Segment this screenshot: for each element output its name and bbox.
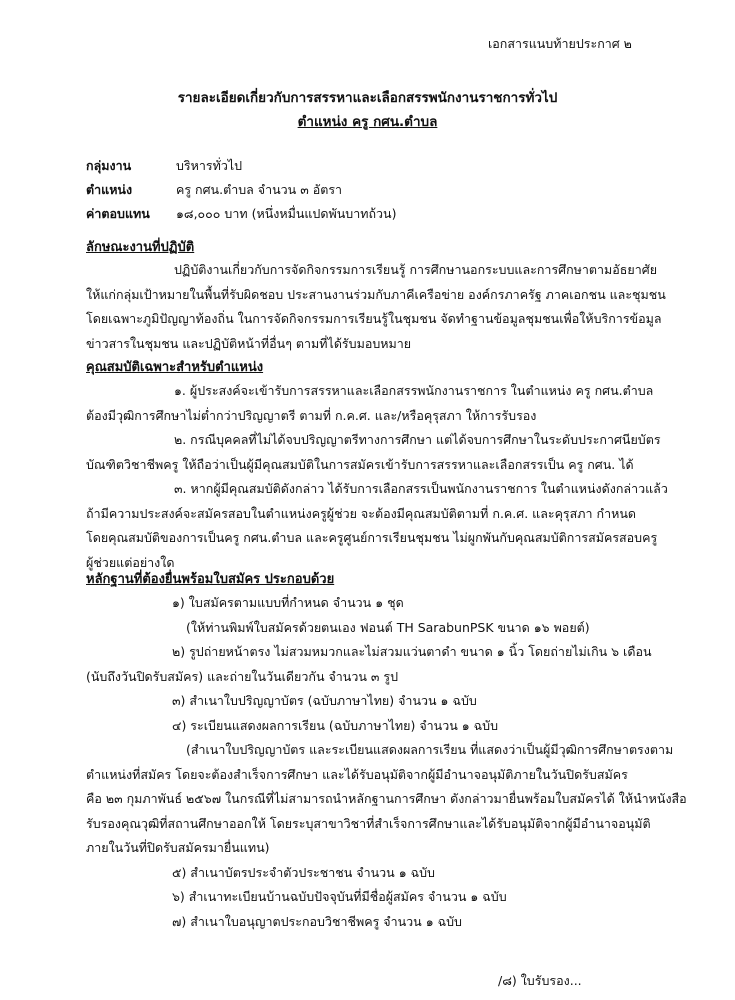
duties-line: ปฏิบัติงานเกี่ยวกับการจัดกิจกรรมการเรียนรู้ การศึกษานอกระบบและการศึกษาตามอัธยาศัย — [174, 262, 658, 277]
attachment-label: เอกสารแนบท้ายประกาศ ๒ — [488, 36, 632, 51]
group-value: บริหารทั่วไป — [176, 158, 243, 173]
document-item-note: คือ ๒๓ กุมภาพันธ์ ๒๕๖๗ ในกรณีที่ไม่สามารถนำหลักฐานการศึกษา ดังกล่าวมายื่นพร้อมใบสมัครได้ ให้นำหนังสือ — [86, 791, 687, 806]
position-label: ตำแหน่ง — [86, 182, 133, 197]
document-item: ๕) สำเนาบัตรประจำตัวประชาชน จำนวน ๑ ฉบับ — [172, 864, 435, 880]
document-item: ๒) รูปถ่ายหน้าตรง ไม่สวมหมวกและไม่สวมแว่นตาดำ ขนาด ๑ นิ้ว โดยถ่ายไม่เกิน ๖ เดือน — [172, 644, 652, 659]
document-item: ๔) ระเบียนแสดงผลการเรียน (ฉบับภาษาไทย) จำนวน ๑ ฉบับ — [172, 717, 499, 733]
documents-heading: หลักฐานที่ต้องยื่นพร้อมใบสมัคร ประกอบด้วย — [86, 572, 335, 587]
document-item: ๗) สำเนาใบอนุญาตประกอบวิชาชีพครู จำนวน ๑ ฉบับ — [172, 913, 462, 929]
document-item-note: ภายในวันที่ปิดรับสมัครมายื่นแทน) — [86, 840, 270, 855]
qualification-line: ต้องมีวุฒิการศึกษาไม่ต่ำกว่าปริญญาตรี ตามที่ ก.ค.ศ. และ/หรือคุรุสภา ให้การรับรอง — [86, 407, 537, 423]
qualification-line: ๑. ผู้ประสงค์จะเข้ารับการสรรหาและเลือกสรรพนักงานราชการ ในตำแหน่ง ครู กศน.ตำบล — [174, 383, 654, 398]
qualification-line: ๓. หากผู้มีคุณสมบัติดังกล่าว ได้รับการเลือกสรรเป็นพนักงานราชการ ในตำแหน่งดังกล่าวแล้ว — [174, 481, 668, 496]
position-value: ครู กศน.ตำบล จำนวน ๓ อัตรา — [176, 182, 343, 197]
salary-label: ค่าตอบแทน — [86, 206, 150, 221]
document-item-note: รับรองคุณวุฒิที่สถานศึกษาออกให้ โดยระบุสาขาวิชาที่สำเร็จการศึกษาและได้รับอนุมัติจากผู้มีอำนาจอนุมัติ — [86, 815, 651, 831]
documents-list — [86, 591, 686, 934]
duties-paragraph — [86, 258, 686, 356]
qualification-line: บัณฑิตวิชาชีพครู ให้ถือว่าเป็นผู้มีคุณสมบัติในการสมัครเข้ารับการสรรหาและเลือกสรรเป็น ครู กศน. ได้ — [86, 456, 634, 472]
qualification-line: ๒. กรณีบุคคลที่ไม่ได้จบปริญญาตรีทางการศึกษา แต่ได้จบการศึกษาในระดับประกาศนียบัตร — [174, 432, 661, 447]
group-label: กลุ่มงาน — [86, 158, 132, 173]
document-item-note: (สำเนาใบปริญญาบัตร และระเบียนแสดงผลการเรียน ที่แสดงว่าเป็นผู้มีวุฒิการศึกษาตรงตาม — [186, 742, 674, 757]
qualifications-paragraph — [86, 379, 686, 575]
qualifications-heading: คุณสมบัติเฉพาะสำหรับตำแหน่ง — [86, 360, 264, 375]
document-title: รายละเอียดเกี่ยวกับการสรรหาและเลือกสรรพนักงานราชการทั่วไป — [177, 90, 558, 106]
duties-line: ข่าวสารในชุมชน และปฏิบัติหน้าที่อื่นๆ ตามที่ได้รับมอบหมาย — [86, 335, 412, 351]
qualification-line: โดยคุณสมบัติของการเป็นครู กศน.ตำบล และครูศูนย์การเรียนชุมชน ไม่ผูกพันกับคุณสมบัติการสมัครสอบครู — [86, 530, 658, 545]
document-item: ๓) สำเนาใบปริญญาบัตร (ฉบับภาษาไทย) จำนวน ๑ ฉบับ — [172, 693, 477, 708]
qualification-line: ถ้ามีความประสงค์จะสมัครสอบในตำแหน่งครูผู้ช่วย จะต้องมีคุณสมบัติตามที่ ก.ค.ศ. และคุรุสภา กำหนด — [86, 505, 636, 521]
page-continuation: /๘) ใบรับรอง... — [498, 973, 582, 988]
document-item-continued: (นับถึงวันปิดรับสมัคร) และถ่ายในวันเดียวกัน จำนวน ๓ รูป — [86, 668, 399, 684]
document-item-note: ตำแหน่งที่สมัคร โดยจะต้องสำเร็จการศึกษา และได้รับอนุมัติจากผู้มีอำนาจอนุมัติภายในวันปิดรับสมัคร — [86, 766, 628, 782]
duties-line: ให้แก่กลุ่มเป้าหมายในพื้นที่รับผิดชอบ ประสานงานร่วมกับภาคีเครือข่าย องค์กรภาครัฐ ภาคเอกชน และชุมชน — [86, 286, 666, 302]
document-item-note: (ให้ท่านพิมพ์ใบสมัครด้วยตนเอง ฟอนต์ TH SarabunPSK ขนาด ๑๖ พอยต์) — [186, 619, 590, 635]
duties-line: โดยเฉพาะภูมิปัญญาท้องถิ่น ในการจัดกิจกรรมการเรียนรู้ในชุมชน จัดทำฐานข้อมูลชุมชนเพื่อให้บริการข้อมูล — [86, 311, 662, 326]
qualification-line: ผู้ช่วยแต่อย่างใด — [86, 554, 175, 570]
document-item: ๑) ใบสมัครตามแบบที่กำหนด จำนวน ๑ ชุด — [172, 595, 404, 610]
duties-heading: ลักษณะงานที่ปฏิบัติ — [86, 240, 195, 255]
document-item: ๖) สำเนาทะเบียนบ้านฉบับปัจจุบันที่มีชื่อผู้สมัคร จำนวน ๑ ฉบับ — [172, 889, 507, 904]
salary-value: ๑๘,๐๐๐ บาท (หนึ่งหมื่นแปดพันบาทถ้วน) — [176, 206, 397, 221]
position-title: ตำแหน่ง ครู กศน.ตำบล — [297, 114, 438, 130]
